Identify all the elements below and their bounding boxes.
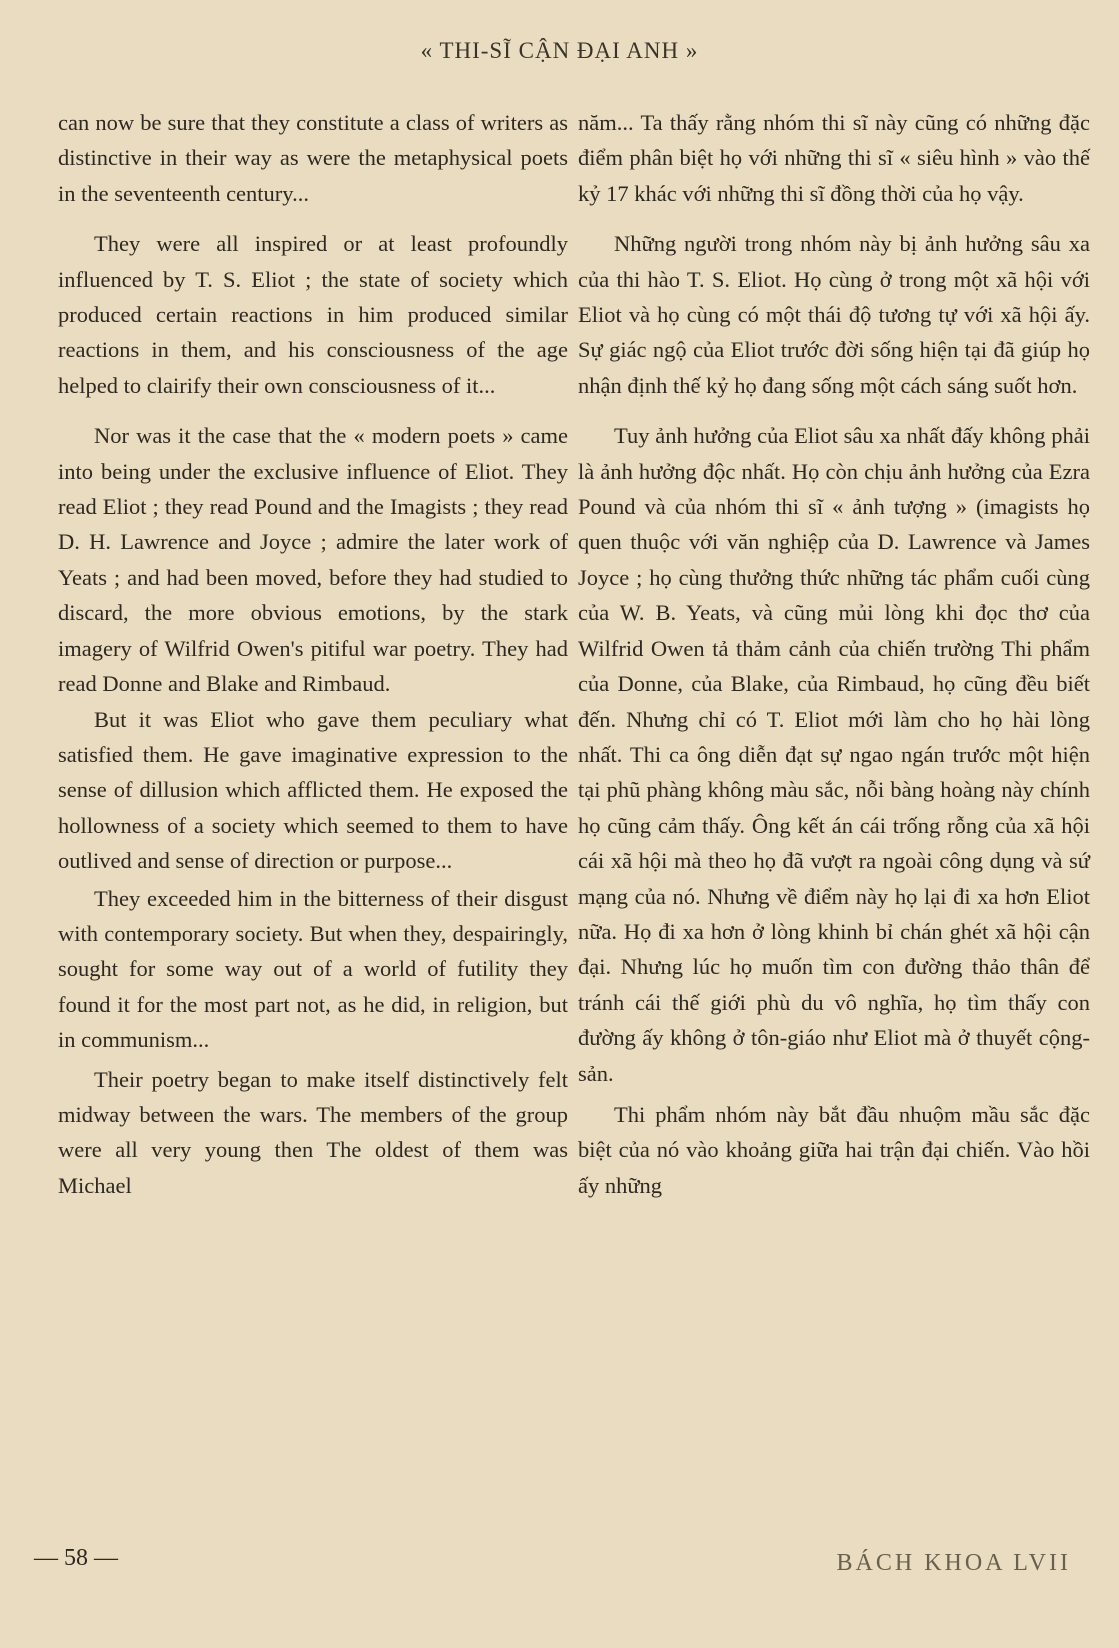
running-header: « THI-SĨ CẬN ĐẠI ANH » <box>420 38 699 63</box>
paragraph: năm... Ta thấy rằng nhóm thi sĩ này cũng có những đặc điểm phân biệt họ với những thi sĩ « siêu hình » vào thế kỷ 17 khác với những thi sĩ đồng thời của họ vậy. <box>578 110 1090 206</box>
english-column <box>58 105 568 1218</box>
paragraph: Nor was it the case that the « modern poets » came into being under the exclusive influence of Eliot. They read Eliot ; they read Pound and the Imagists ; they read D. H. Lawrence and Joyce ; admire the later work of Yeats ; and had been moved, before they had studied to discard, the more obvious emotions, by the stark imagery of Wilfrid Owen's pitiful war poetry. They had read Donne and Blake and Rimbaud. <box>58 423 568 697</box>
paragraph: But it was Eliot who gave them peculiary what satisfied them. He gave imaginative expression to the sense of dillusion which afflicted them. He exposed the hollowness of a society which seemed to them to have outlived and sense of direction or purpose... <box>58 706 568 874</box>
page-number: — 58 — <box>34 1545 118 1571</box>
paragraph: They were all inspired or at least profoundly influenced by T. S. Eliot ; the state of society which produced certain reactions in him produced similar reactions in them, and his consciousness of the age helped to clairify their own consciousness of it... <box>58 231 568 398</box>
paragraph: They exceeded him in the bitterness of their disgust with contemporary society. But when they, despairingly, sought for some way out of a world of futility they found it for the most part not, as he did, in religion, but in communism... <box>58 885 568 1053</box>
vietnamese-column <box>578 105 1090 1218</box>
publication-name: BÁCH KHOA LVII <box>836 1550 1071 1576</box>
paragraph: can now be sure that they constitute a class of writers as distinctive in their way as were the metaphysical poets in the seventeenth century... <box>58 110 568 206</box>
paragraph: Tuy ảnh hưởng của Eliot sâu xa nhất đấy không phải là ảnh hưởng độc nhất. Họ còn chịu ảnh hưởng của Ezra Pound và của nhóm thi sĩ « ảnh tượng » (imagists họ quen thuộc với văn nghiệp của D. Lawrence và James Joyce ; họ cùng thưởng thức những tác phẩm cuối cùng của W. B. Yeats, và cũng mủi lòng khi đọc thơ của Wilfrid Owen tả thảm cảnh của chiến trường Thi phẩm của Donne, của Blake, của Rimbaud, họ cũng đều biết đến. Nhưng chỉ có T. Eliot mới làm cho họ hài lòng nhất. Thi ca ông diễn đạt sự ngao ngán trước một hiện tại phũ phàng không màu sắc, nỗi bàng hoàng này chính họ cũng cảm thấy. Ông kết án cái trống rỗng của xã hội cái xã hội mà theo họ đã vượt ra ngoài công dụng và sứ mạng của nó. Nhưng về điểm này họ lại đi xa hơn Eliot nữa. Họ đi xa hơn ở lòng khinh bỉ chán ghét xã hội cận đại. Nhưng lúc họ muốn tìm con đường thảo thân để tránh cái thế giới phù du vô nghĩa, họ tìm thấy con đường ấy không ở tôn-giáo như Eliot mà ở thuyết cộng-sản. <box>578 423 1090 1086</box>
paragraph: Những người trong nhóm này bị ảnh hưởng sâu xa của thi hào T. S. Eliot. Họ cùng ở trong một xã hội với Eliot và họ cùng có một thái độ tương tự với xã hội ấy. Sự giác ngộ của Eliot trước đời sống hiện tại đã giúp họ nhận định thế kỷ họ đang sống một cách sáng suốt hơn. <box>578 231 1090 398</box>
paragraph: Their poetry began to make itself distinctively felt midway between the wars. The members of the group were all very young then The oldest of them was Michael <box>58 1066 568 1198</box>
paragraph: Thi phẩm nhóm này bắt đầu nhuộm mầu sắc đặc biệt của nó vào khoảng giữa hai trận đại chiến. Vào hồi ấy những <box>578 1101 1090 1198</box>
